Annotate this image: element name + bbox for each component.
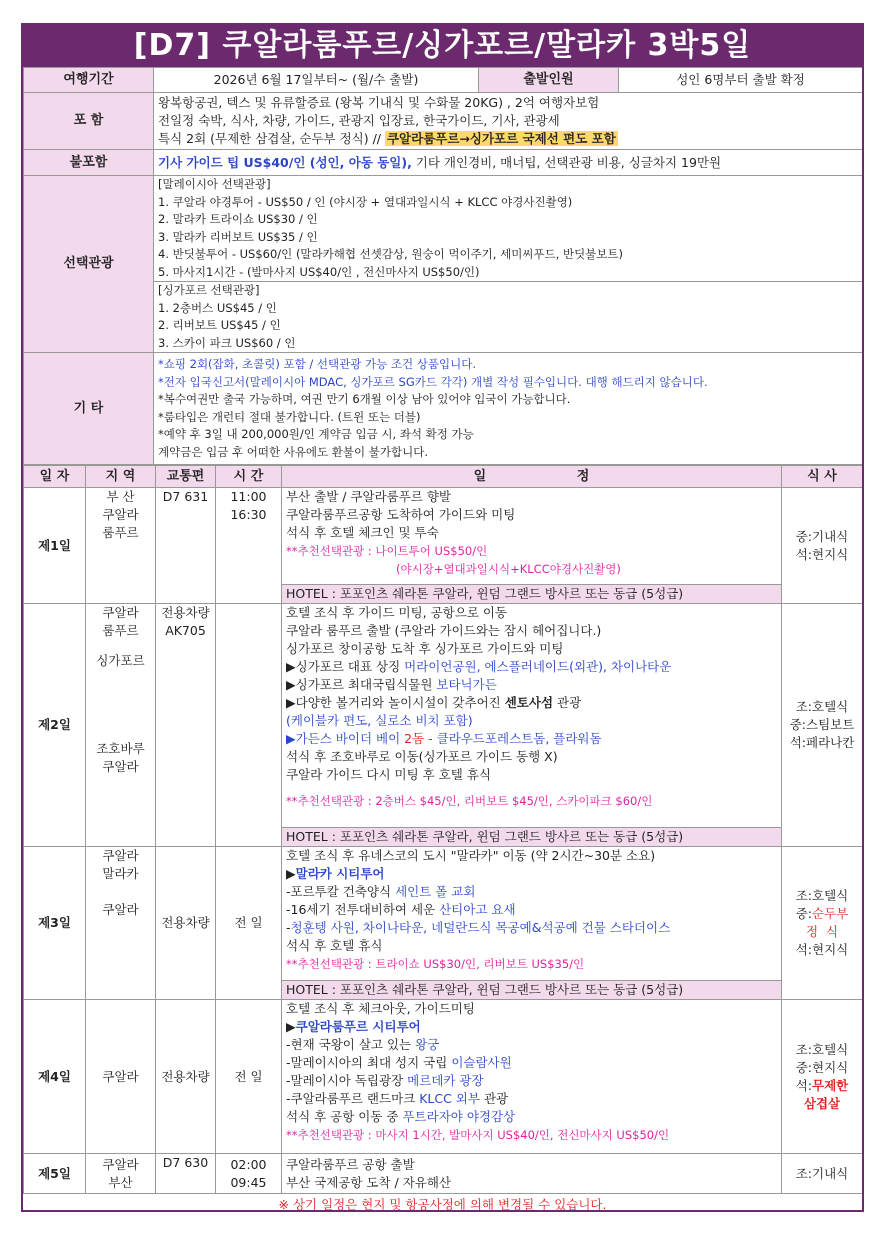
schedule-line: 호텔 조식 후 체크아웃, 가이드미팅 (286, 1001, 475, 1016)
meal-line: 조:호텔식 (795, 699, 849, 714)
day-label: 제5일 (24, 1154, 86, 1194)
attraction: KLCC 외부 (419, 1091, 480, 1106)
schedule-line: 석식 후 조호바루로 이동(싱가포르 가이드 동행 X) (286, 749, 558, 764)
col-day: 일 자 (24, 466, 86, 488)
meal-line: 조:호텔식 (795, 1041, 849, 1057)
region-line: 부산 (108, 1174, 133, 1190)
attraction: 머라이언공원, 에스플러네이드(외관), 차이나타운 (404, 659, 672, 674)
schedule-line: 부산 출발 / 쿠알라룸푸르 향발 (286, 489, 452, 504)
option-item: 3. 스카이 파크 US$60 / 인 (158, 335, 296, 350)
col-region: 지 역 (86, 466, 156, 488)
schedule-line: 쿠알라룸푸르공항 도착하여 가이드와 미팅 (286, 507, 516, 522)
meal-line: 석:현지식 (795, 546, 849, 562)
option-item: [말레이시아 선택관광] (158, 177, 271, 191)
exclude-rest: 기타 개인경비, 매너팁, 선택관광 비용, 싱글차지 19만원 (411, 154, 722, 170)
day-label: 제3일 (24, 847, 86, 1000)
include-line: 왕복항공권, 텍스 및 유류할증료 (왕복 기내식 및 수화물 20KG) , 2억 여행자보험 (158, 95, 600, 110)
optional-tour: **추천선택관광 : 트라이쇼 US$30/인, 리버보트 US$35/인 (286, 957, 585, 971)
transport-line: AK705 (165, 623, 206, 638)
day-region (86, 604, 156, 847)
day-transport: D7 631 (156, 488, 216, 604)
day-region (86, 488, 156, 604)
optional-tour: (야시장+열대과일시식+KLCC야경사진촬영) (396, 562, 621, 576)
min-pax-label: 출발인원 (479, 68, 619, 93)
schedule-line: 쿠알라룸푸르 공항 출발 (286, 1156, 415, 1172)
schedule-text: -말레이시아의 최대 성지 국립 (286, 1055, 452, 1070)
optional-content (154, 176, 863, 353)
schedule-line (286, 1090, 777, 1108)
meal-line: 조:호텔식 (795, 888, 849, 903)
option-item: 3. 말라카 리버보트 US$35 / 인 (158, 229, 318, 244)
schedule-text: -현재 국왕이 살고 있는 (286, 1037, 416, 1052)
time-line: 09:45 (230, 1174, 267, 1190)
region-line: 쿠알라 (102, 605, 139, 620)
option-item: 1. 쿠알라 야경투어 - US$50 / 인 (야시장 + 열대과일시식 + KLCC 야경사진촬영) (158, 194, 573, 209)
attraction: 청훈텡 사원, 차이나타운, 네덜란드식 목공예&석공예 건물 스타더이스 (290, 920, 671, 935)
schedule-line: 부산 국제공항 도착 / 자유해산 (286, 1174, 452, 1190)
schedule-text: -말레이시아 독립광장 (286, 1073, 408, 1088)
attraction: 세인트 폴 교회 (395, 884, 476, 899)
transport-line: 전용차량 (161, 605, 210, 620)
day1-row (24, 488, 863, 585)
optional-tour: **추천선택관광 : 2층버스 $45/인, 리버보트 $45/인, 스카이파크 $60/인 (286, 794, 653, 808)
special-meal: 정 식 (805, 924, 839, 939)
attraction: 푸트라자야 야경감상 (402, 1109, 516, 1124)
meal-line (786, 905, 858, 923)
meal-line: 중:현지식 (795, 1059, 849, 1075)
time-line: 16:30 (230, 507, 267, 522)
schedule-text: - (286, 920, 291, 935)
region-line: 쿠알라 (102, 902, 139, 917)
day-transport: D7 630 (156, 1154, 216, 1194)
schedule-line (286, 1054, 777, 1072)
schedule-line (286, 1108, 777, 1126)
schedule-line (286, 901, 777, 919)
day-time (216, 604, 282, 847)
optional-tour: **추천선택관광 : 마사지 1시간, 발마사지 US$40/인, 전신마사지 US$50/인 (286, 1128, 670, 1142)
include-label: 포 함 (24, 93, 154, 150)
exclude-label: 불포함 (24, 150, 154, 176)
day-meal (782, 847, 863, 1000)
day-label: 제1일 (24, 488, 86, 604)
day-schedule (282, 847, 782, 981)
option-item: 2. 말라카 트라이쇼 US$30 / 인 (158, 212, 318, 226)
include-text: 특식 2회 (무제한 삼겹살, 순두부 정식) // (158, 131, 385, 146)
day3-row (24, 847, 863, 981)
meal-line: 석:현지식 (795, 942, 849, 957)
day-transport (156, 604, 216, 847)
day2-row (24, 604, 863, 828)
optional-label: 선택관광 (24, 176, 154, 353)
meal-text: 석: (795, 1077, 813, 1093)
attraction: 산티아고 요새 (439, 902, 516, 917)
day-transport: 전용차량 (156, 847, 216, 1000)
region-line: 말라카 (102, 866, 139, 881)
schedule-line: 호텔 조식 후 가이드 미팅, 공항으로 이동 (286, 605, 508, 620)
singapore-options (154, 281, 862, 352)
day-label: 제4일 (24, 1000, 86, 1154)
col-time: 시 간 (216, 466, 282, 488)
day5-row (24, 1154, 863, 1194)
day-schedule (282, 488, 782, 585)
region-line: 쿠알라 (102, 507, 139, 522)
region-line: 룸푸르 (102, 525, 139, 540)
attraction: 왕궁 (415, 1037, 440, 1052)
day-meal (782, 488, 863, 604)
region-line: 부 산 (106, 489, 135, 504)
option-item: 2. 리버보트 US$45 / 인 (158, 318, 281, 332)
meal-line (786, 1077, 858, 1095)
schedule-text: ▶싱가포르 최대국립식물원 (286, 677, 437, 692)
time-line: 11:00 (230, 489, 267, 504)
region-line: 룸푸르 (102, 623, 139, 638)
attraction: 클라우드포레스트돔, 플라워돔 (436, 731, 602, 746)
attraction: 쿠알라룸푸르 시티투어 (295, 1019, 421, 1034)
col-schedule: 일 정 (282, 466, 782, 488)
col-transport: 교통편 (156, 466, 216, 488)
hotel-info: HOTEL : 포포인츠 쉐라톤 쿠알라, 윈덤 그랜드 방사르 또는 동급 (5성급) (282, 828, 782, 847)
include-content (154, 93, 863, 150)
day-meal (782, 604, 863, 847)
schedule-line (286, 865, 777, 883)
schedule-line (286, 1072, 777, 1090)
schedule-line (286, 883, 777, 901)
option-item: [싱가포르 선택관광] (158, 283, 260, 297)
option-item: 5. 마사지1시간 - (발마사지 US$40/인 , 전신마사지 US$50/인) (158, 264, 480, 279)
schedule-text: ▶싱가포르 대표 상징 (286, 659, 405, 674)
schedule-line: 쿠알라 가이드 다시 미팅 후 호텔 휴식 (286, 767, 491, 782)
meal-line: 중:스팀보트 (789, 717, 855, 732)
itinerary-sheet (21, 23, 864, 1212)
schedule-line (286, 919, 777, 937)
day-transport: 전용차량 (156, 1000, 216, 1154)
schedule-line (286, 1036, 777, 1054)
schedule-text: 석식 후 공항 이동 중 (286, 1109, 403, 1124)
region-line: 조호바루 (96, 741, 145, 756)
hotel-info: HOTEL : 포포인츠 쉐라톤 쿠알라, 윈덤 그랜드 방사르 또는 동급 (5성급) (282, 585, 782, 604)
page-title: [D7] 쿠알라룸푸르/싱가포르/말라카 3박5일 (23, 25, 862, 67)
hotel-info: HOTEL : 포포인츠 쉐라톤 쿠알라, 윈덤 그랜드 방사르 또는 동급 (5성급) (282, 981, 782, 1000)
etc-label: 기 타 (24, 353, 154, 465)
day-time (216, 1154, 282, 1194)
region-line: 쿠알라 (102, 759, 139, 774)
region-line: 쿠알라 (102, 1156, 139, 1172)
schedule-line: 석식 후 호텔 휴식 (286, 938, 383, 953)
region-line: 쿠알라 (102, 848, 139, 863)
day-schedule (282, 1154, 782, 1194)
schedule-text: -포르투칼 건축양식 (286, 884, 396, 899)
etc-content (154, 353, 863, 465)
include-highlight: 쿠알라룸푸르→싱가포르 국제선 편도 포함 (386, 131, 616, 146)
attraction: 보타닉가든 (436, 677, 497, 692)
etc-line: *쇼핑 2회(잡화, 초콜릿) 포함 / 선택관광 가능 조건 상품입니다. (158, 357, 476, 371)
schedule-line (286, 1018, 777, 1036)
min-pax-value: 성인 6명부터 출발 확정 (619, 68, 863, 93)
schedule-line (286, 694, 777, 712)
time-line: 02:00 (230, 1156, 267, 1172)
etc-line: *전자 입국신고서(말레이시아 MDAC, 싱가포르 SG카드 각각) 개별 작성 필수입니다. 대행 해드리지 않습니다. (158, 374, 708, 389)
day-label: 제2일 (24, 604, 86, 847)
schedule-line: 석식 후 호텔 체크인 및 투숙 (286, 525, 439, 540)
etc-line: *복수여권만 출국 가능하며, 여권 만기 6개월 이상 남아 있어야 입국이 가능합니다. (158, 392, 571, 406)
day-region (86, 1154, 156, 1194)
attraction: 메르데카 광장 (407, 1073, 484, 1088)
exclude-content (154, 150, 863, 176)
attraction: ▶가든스 바이더 베이 (286, 731, 405, 746)
schedule-text: 관광 (479, 1091, 509, 1106)
option-item: 4. 반딧불투어 - US$60/인 (말라카해협 선셋감상, 원숭이 먹이주기, 세미씨푸드, 반딧불보트) (158, 247, 623, 261)
footer-note: ※ 상기 일정은 현지 및 항공사정에 의해 변경될 수 있습니다. (278, 1197, 607, 1212)
schedule-line (286, 658, 777, 676)
schedule-text: ▶ (286, 1019, 296, 1034)
schedule-line: (케이블카 편도, 실로소 비치 포함) (286, 713, 473, 728)
include-line: 전일정 숙박, 식사, 차량, 가이드, 관광지 입장료, 한국가이드, 기사, 관광세 (158, 113, 560, 128)
meal-line: 중:기내식 (795, 528, 849, 544)
attraction: 이슬람사원 (451, 1055, 512, 1070)
etc-line: *룸타입은 개런티 절대 불가합니다. (트윈 또는 더블) (158, 409, 421, 424)
special-meal: 무제한 (812, 1077, 849, 1093)
info-table (23, 67, 863, 465)
etc-line: *예약 후 3일 내 200,000원/인 계약금 입금 시, 좌석 확정 가능 (158, 427, 474, 441)
meal-text: 중: (795, 906, 813, 921)
attraction: 센토사섬 (504, 695, 554, 710)
schedule-text: ▶다양한 볼거리와 놀이시설이 갖추어진 (286, 695, 505, 710)
region-line: 싱가포르 (96, 653, 145, 668)
itinerary-table (23, 465, 863, 1194)
schedule-line: 쿠알라 룸푸르 출발 (쿠알라 가이드와는 잠시 헤어집니다.) (286, 623, 602, 638)
attraction: 2돔 - (404, 731, 437, 746)
day-region: 쿠알라 (86, 1000, 156, 1154)
meal-line: 석:페라나칸 (789, 735, 855, 750)
special-meal: 순두부 (812, 906, 849, 921)
schedule-text: -쿠알라룸푸르 랜드마크 (286, 1091, 420, 1106)
schedule-line: 싱가포르 창이공항 도착 후 싱가포르 가이드와 미팅 (286, 641, 564, 656)
etc-line: 계약금은 입금 후 어떠한 사유에도 환불이 불가합니다. (158, 444, 428, 459)
day-time: 전 일 (216, 1000, 282, 1154)
day-schedule (282, 604, 782, 828)
special-meal: 삼겹살 (803, 1095, 841, 1111)
exclude-tip: 기사 가이드 팁 US$40/인 (성인, 아동 동일), (158, 154, 412, 170)
malaysia-options (154, 176, 862, 281)
period-value: 2026년 6월 17일부터~ (월/수 출발) (154, 68, 479, 93)
option-item: 1. 2층버스 US$45 / 인 (158, 300, 277, 315)
schedule-text: -16세기 전투대비하여 세운 (286, 902, 440, 917)
day-region (86, 847, 156, 1000)
attraction: 말라카 시티투어 (295, 866, 385, 881)
include-line (158, 130, 858, 148)
schedule-text: 관광 (553, 695, 582, 710)
day4-row (24, 1000, 863, 1154)
schedule-line: 호텔 조식 후 유네스코의 도시 "말라카" 이동 (약 2시간~30분 소요) (286, 848, 656, 863)
schedule-line (286, 730, 777, 748)
day-meal: 조:기내식 (782, 1154, 863, 1194)
optional-tour: **추천선택관광 : 나이트투어 US$50/인 (286, 544, 488, 558)
schedule-text: ▶ (286, 866, 296, 881)
day-time (216, 488, 282, 604)
day-schedule (282, 1000, 782, 1154)
col-meal: 식 사 (782, 466, 863, 488)
day-time: 전 일 (216, 847, 282, 1000)
period-label: 여행기간 (24, 68, 154, 93)
day-meal (782, 1000, 863, 1154)
schedule-line (286, 676, 777, 694)
